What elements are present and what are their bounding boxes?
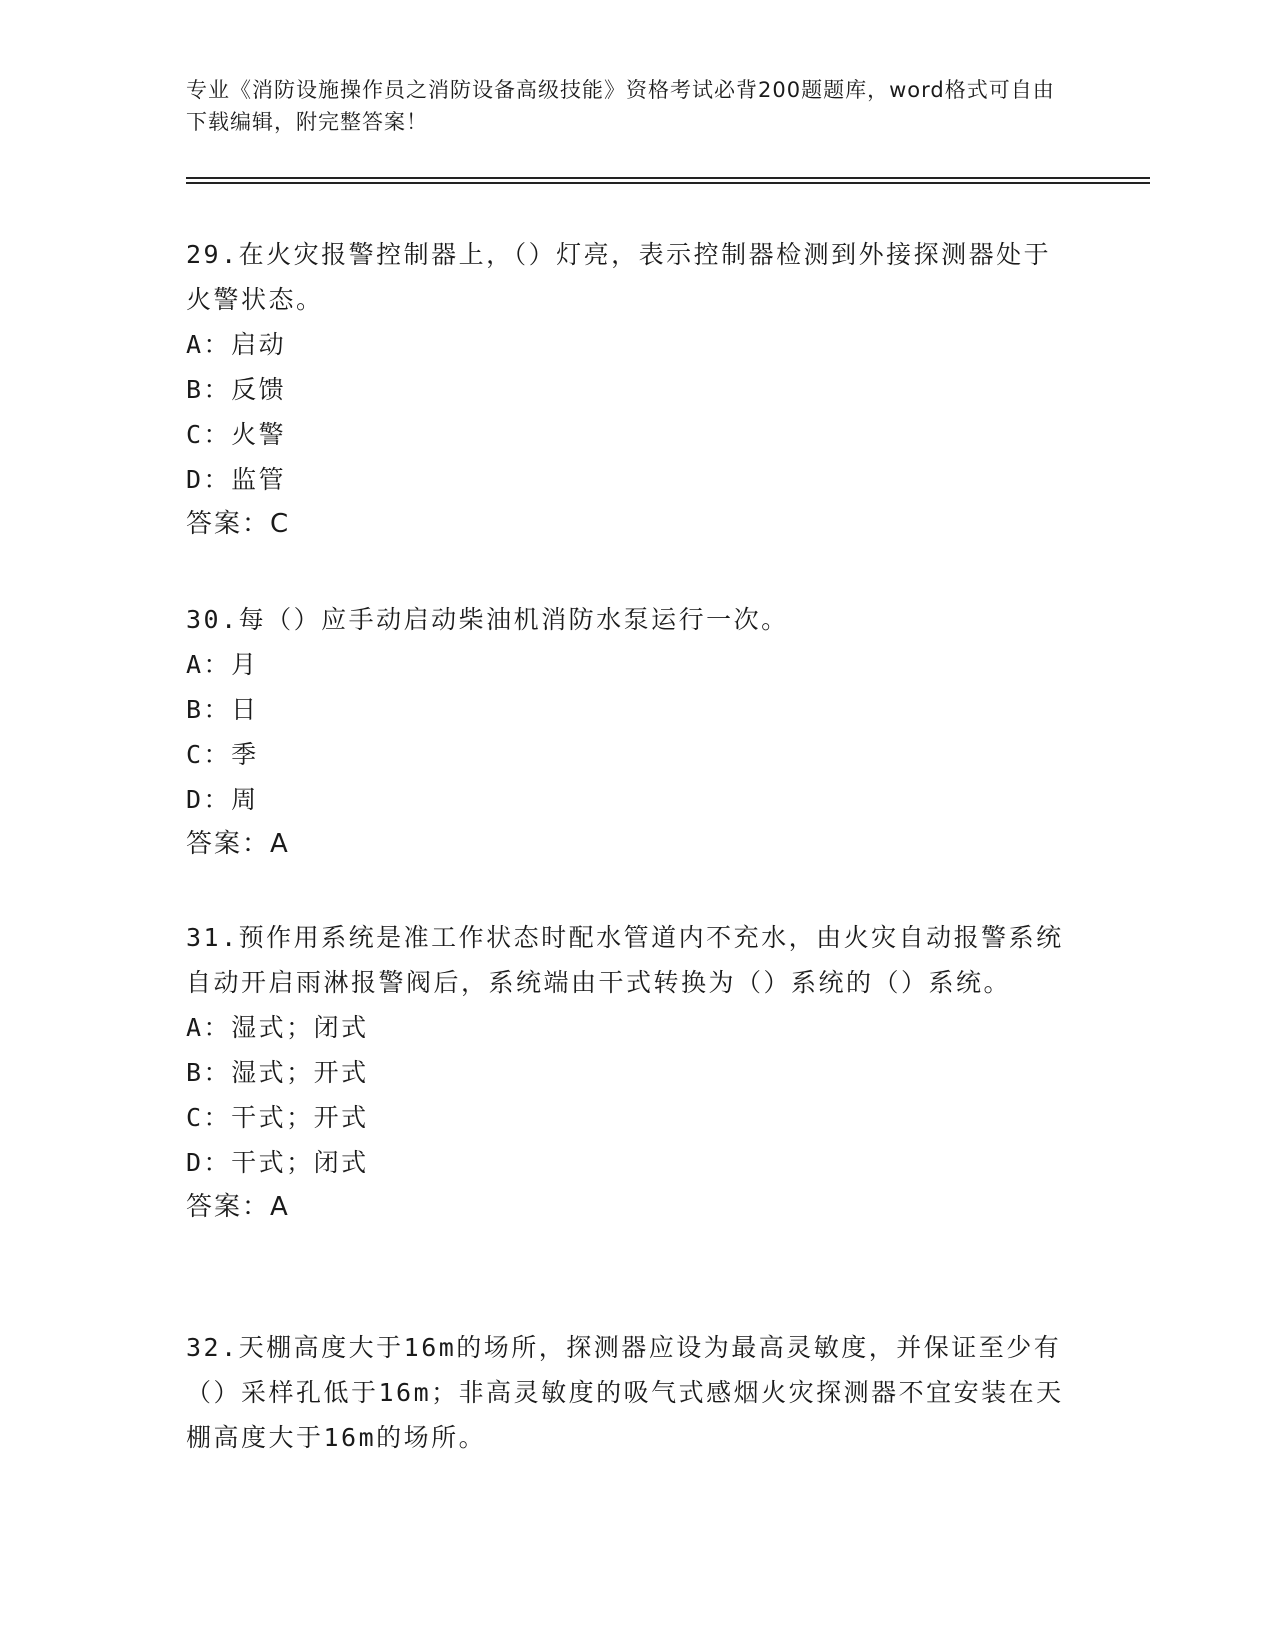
option-text: 周 (231, 785, 259, 814)
option-text: 监管 (231, 465, 287, 494)
option-text: 湿式；闭式 (231, 1013, 369, 1042)
header-divider-top (186, 177, 1150, 179)
option-b (186, 687, 1076, 732)
option-label: A： (186, 330, 232, 359)
option-label: C： (186, 740, 232, 769)
option-b (186, 367, 1076, 412)
option-label: D： (186, 1148, 232, 1177)
header-divider-bottom (186, 182, 1150, 184)
option-label: D： (186, 465, 232, 494)
option-text: 季 (231, 740, 259, 769)
option-label: A： (186, 650, 232, 679)
option-c (186, 1095, 1076, 1140)
option-text: 火警 (231, 420, 287, 449)
option-label: C： (186, 1103, 232, 1132)
option-a (186, 1005, 1076, 1050)
option-label: A： (186, 1013, 232, 1042)
question-31 (186, 915, 1076, 1230)
option-d (186, 457, 1076, 502)
option-text: 反馈 (231, 375, 287, 404)
question-29 (186, 232, 1076, 547)
answer-line: 答案：A (186, 829, 290, 859)
question-30 (186, 597, 1076, 867)
option-a (186, 322, 1076, 367)
option-d (186, 1140, 1076, 1185)
question-stem: 29.在火灾报警控制器上，（）灯亮，表示控制器检测到外接探测器处于火警状态。 (186, 240, 1052, 314)
option-b (186, 1050, 1076, 1095)
option-c (186, 732, 1076, 777)
option-label: B： (186, 375, 232, 404)
option-text: 干式；闭式 (231, 1148, 369, 1177)
answer-line: 答案：C (186, 509, 291, 539)
option-label: B： (186, 1058, 232, 1087)
question-stem: 32.天棚高度大于16m的场所，探测器应设为最高灵敏度，并保证至少有（）采样孔低于16m；非高灵敏度的吸气式感烟火灾探测器不宜安装在天棚高度大于16m的场所。 (186, 1333, 1064, 1452)
option-c (186, 412, 1076, 457)
option-a (186, 642, 1076, 687)
option-d (186, 777, 1076, 822)
option-label: B： (186, 695, 232, 724)
option-label: C： (186, 420, 232, 449)
option-text: 湿式；开式 (231, 1058, 369, 1087)
question-stem: 30.每（）应手动启动柴油机消防水泵运行一次。 (186, 605, 789, 634)
option-text: 启动 (231, 330, 287, 359)
option-text: 月 (231, 650, 259, 679)
question-stem: 31.预作用系统是准工作状态时配水管道内不充水，由火灾自动报警系统自动开启雨淋报警阀后，系统端由干式转换为（）系统的（）系统。 (186, 923, 1064, 997)
option-text: 干式；开式 (231, 1103, 369, 1132)
option-text: 日 (231, 695, 259, 724)
question-32 (186, 1325, 1076, 1460)
document-header: 专业《消防设施操作员之消防设备高级技能》资格考试必背200题题库，word格式可自由下载编辑，附完整答案！ (186, 78, 1055, 134)
answer-line: 答案：A (186, 1192, 290, 1222)
option-label: D： (186, 785, 232, 814)
